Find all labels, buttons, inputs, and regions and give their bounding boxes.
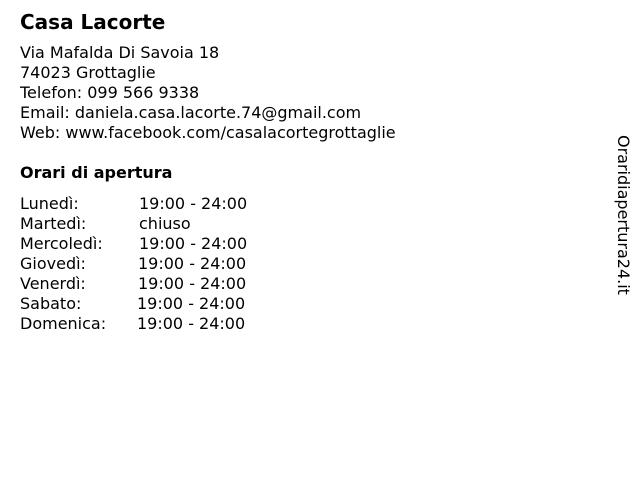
time-value: 19:00 - 24:00 (138, 254, 247, 273)
email-line: Email: daniela.casa.lacorte.74@gmail.com (20, 103, 362, 122)
hours-title: Orari di apertura (20, 163, 173, 182)
time-value: 19:00 - 24:00 (138, 274, 247, 293)
time-value: 19:00 - 24:00 (139, 234, 248, 253)
day-label: Giovedì: (20, 254, 86, 273)
day-label: Mercoledì: (20, 234, 103, 253)
site-watermark-text: Oraridiapertura24.it (614, 135, 633, 295)
time-value: chiuso (139, 214, 191, 233)
day-label: Domenica: (20, 314, 107, 333)
business-info (20, 43, 396, 143)
business-name: Casa Lacorte (20, 10, 166, 34)
time-value: 19:00 - 24:00 (137, 294, 246, 313)
address-line: Via Mafalda Di Savoia 18 (20, 43, 220, 62)
city-line: 74023 Grottaglie (20, 63, 156, 82)
day-label: Martedì: (20, 214, 87, 233)
day-label: Venerdì: (20, 274, 86, 293)
time-value: 19:00 - 24:00 (139, 194, 248, 213)
time-value: 19:00 - 24:00 (137, 314, 246, 333)
phone-line: Telefon: 099 566 9338 (20, 83, 200, 102)
day-label: Sabato: (20, 294, 82, 313)
web-line: Web: www.facebook.com/casalacortegrottaglie (20, 123, 396, 142)
day-label: Lunedì: (20, 194, 79, 213)
